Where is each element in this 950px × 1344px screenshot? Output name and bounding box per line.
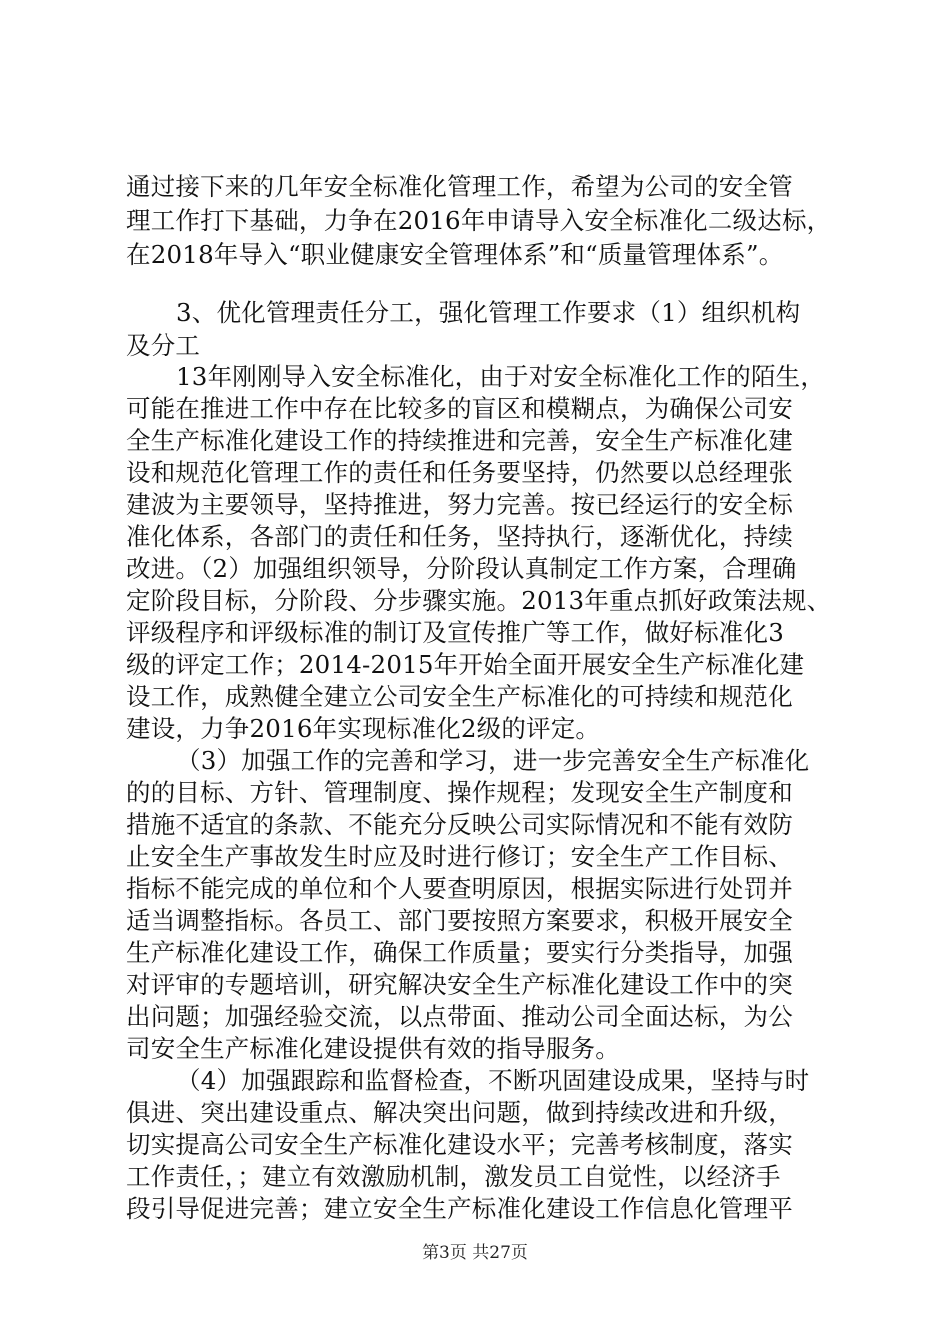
text-line: 切实提高公司安全生产标准化建设水平；完善考核制度，落实 [126,1130,793,1159]
text-line: 定阶段目标，分阶段、分步骤实施。2013年重点抓好政策法规、 [126,586,832,615]
text-line: 通过接下来的几年安全标准化管理工作，希望为公司的安全管 [126,172,793,201]
text-line: 的的目标、方针、管理制度、操作规程；发现安全生产制度和 [126,778,793,807]
text-line: 13年刚刚导入安全标准化，由于对安全标准化工作的陌生， [176,362,826,391]
text-line: 止安全生产事故发生时应及时进行修订；安全生产工作目标、 [126,842,793,871]
text-line: 出问题；加强经验交流，以点带面、推动公司全面达标，为公 [126,1002,793,1031]
section-heading-line: 及分工 [126,331,201,360]
text-line: 措施不适宜的条款、不能充分反映公司实际情况和不能有效防 [126,810,793,839]
text-line: （3）加强工作的完善和学习，进一步完善安全生产标准化 [176,746,810,775]
section-heading-line: 3、优化管理责任分工，强化管理工作要求（1）组织机构 [176,298,801,327]
text-line: 在2018年导入“职业健康安全管理体系”和“质量管理体系”。 [126,240,784,269]
text-line: 准化体系，各部门的责任和任务，坚持执行，逐渐优化，持续 [126,522,793,551]
text-line: 全生产标准化建设工作的持续推进和完善，安全生产标准化建 [126,426,793,455]
text-line: 建设，力争2016年实现标准化2级的评定。 [126,714,601,743]
text-line: 设和规范化管理工作的责任和任务要坚持，仍然要以总经理张 [126,458,793,487]
text-line: 指标不能完成的单位和个人要查明原因，根据实际进行处罚并 [126,874,793,903]
text-line: 生产标准化建设工作，确保工作质量；要实行分类指导，加强 [126,938,793,967]
text-line: 理工作打下基础，力争在2016年申请导入安全标准化二级达标， [126,206,832,235]
text-line: 段引导促进完善；建立安全生产标准化建设工作信息化管理平 [126,1194,793,1223]
text-line: 建波为主要领导，坚持推进，努力完善。按已经运行的安全标 [126,490,793,519]
text-line: （4）加强跟踪和监督检查，不断巩固建设成果，坚持与时 [176,1066,810,1095]
text-line: 司安全生产标准化建设提供有效的指导服务。 [126,1034,620,1063]
text-line: 级的评定工作；2014-2015年开始全面开展安全生产标准化建 [126,650,805,679]
text-line: 工作责任，；建立有效激励机制，激发员工自觉性，以经济手 [126,1162,781,1191]
page-number-footer: 第3页 共27页 [422,1243,528,1263]
text-line: 设工作，成熟健全建立公司安全生产标准化的可持续和规范化 [126,682,793,711]
text-line: 适当调整指标。各员工、部门要按照方案要求，积极开展安全 [126,906,793,935]
text-line: 改进。（2）加强组织领导，分阶段认真制定工作方案，合理确 [126,554,797,583]
text-line: 俱进、突出建设重点、解决突出问题，做到持续改进和升级， [126,1098,793,1127]
text-line: 评级程序和评级标准的制订及宣传推广等工作，做好标准化3 [126,618,784,647]
text-line: 可能在推进工作中存在比较多的盲区和模糊点，为确保公司安 [126,394,793,423]
text-line: 对评审的专题培训，研究解决安全生产标准化建设工作中的突 [126,970,793,999]
